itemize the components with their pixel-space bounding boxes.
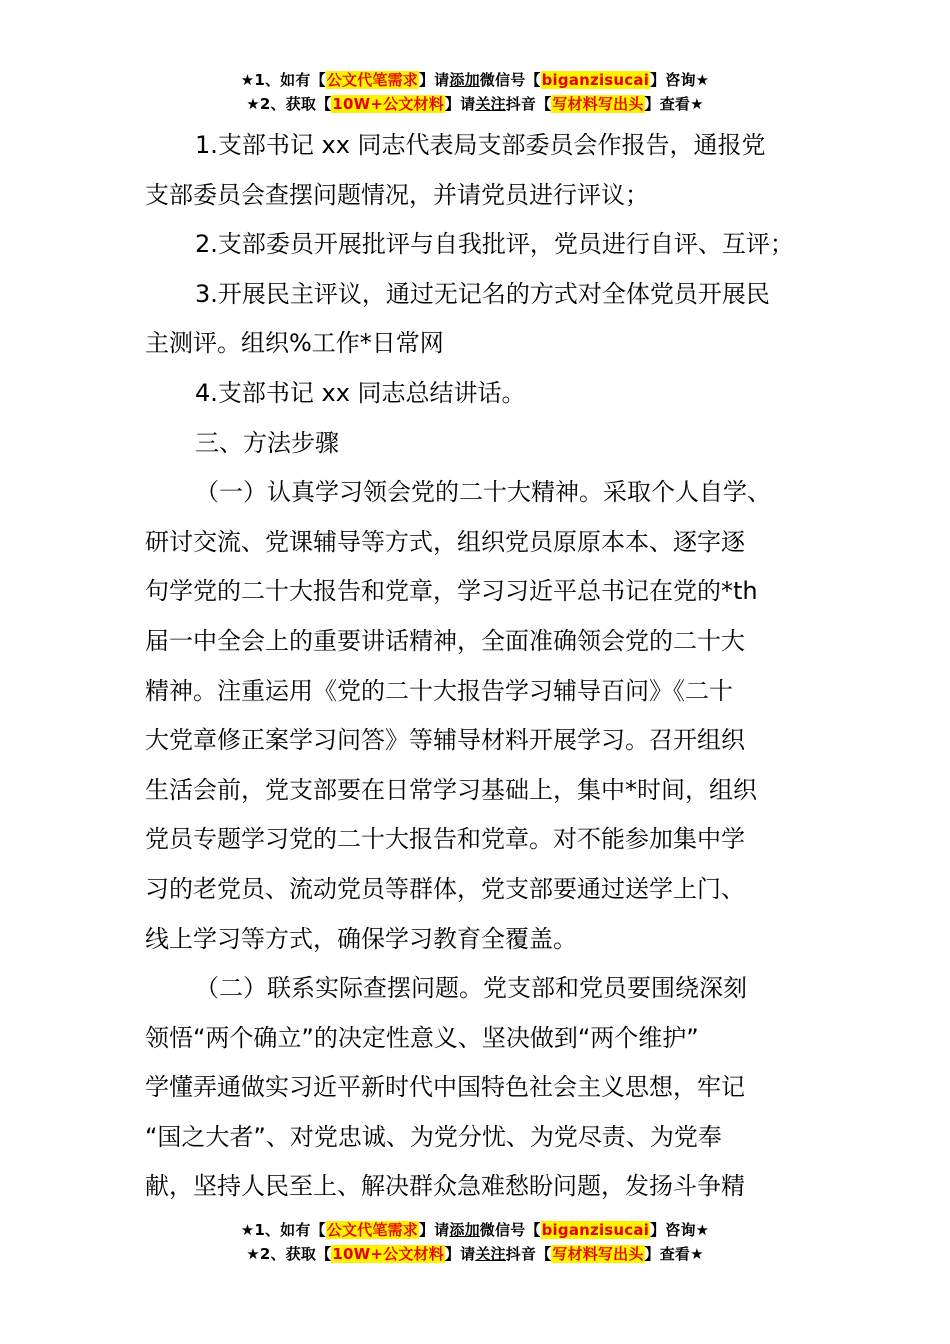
promo-text: ★2、获取【 <box>246 95 332 113</box>
promo-text: 抖音【 <box>505 95 552 113</box>
footer-promo-banner <box>0 1218 950 1266</box>
promo-underlined-text: 添加 <box>449 71 480 89</box>
body-line: 线上学习等方式，确保学习教育全覆盖。 <box>145 924 577 953</box>
body-line: 句学党的二十大报告和党章，学习习近平总书记在党的*th <box>145 577 758 606</box>
body-line: 习的老党员、流动党员等群体，党支部要通过送学上门、 <box>145 874 745 903</box>
promo-underlined-text: 添加 <box>449 1221 480 1239</box>
body-line: 届一中全会上的重要讲话精神，全面准确领会党的二十大 <box>145 626 745 655</box>
body-line: 2.支部委员开展批评与自我批评，党员进行自评、互评； <box>195 230 794 259</box>
promo-highlight-materials: 10W+公文材料 <box>332 1245 444 1263</box>
body-line: 4.支部书记 xx 同志总结讲话。 <box>195 378 526 407</box>
promo-highlight-douyin-id: 写材料写出头 <box>552 1245 644 1263</box>
body-line: 主测评。组织%工作*日常网 <box>145 329 444 358</box>
promo-text: 微信号【 <box>479 1221 541 1239</box>
promo-line-2 <box>0 92 950 116</box>
body-line: （一）认真学习领会党的二十大精神。采取个人自学、 <box>195 478 771 507</box>
body-line: 大党章修正案学习问答》等辅导材料开展学习。召开组织 <box>145 726 745 755</box>
body-line: “国之大者”、对党忠诚、为党分忧、为党尽责、为党奉 <box>145 1122 722 1151</box>
promo-underlined-text: 关注 <box>475 95 506 113</box>
promo-text: 】请 <box>444 1245 476 1263</box>
promo-text: 】咨询★ <box>650 1221 710 1239</box>
promo-text: 】请 <box>418 1221 450 1239</box>
promo-text: 】请 <box>418 71 450 89</box>
promo-line-1 <box>0 68 950 92</box>
promo-underlined-text: 关注 <box>475 1245 506 1263</box>
body-line: 1.支部书记 xx 同志代表局支部委员会作报告，通报党 <box>195 131 766 159</box>
promo-highlight-service: 公文代笔需求 <box>326 1221 418 1239</box>
promo-text: ★2、获取【 <box>246 1245 332 1263</box>
promo-text: 抖音【 <box>505 1245 552 1263</box>
body-line: 3.开展民主评议，通过无记名的方式对全体党员开展民 <box>195 279 770 308</box>
promo-highlight-wechat-id: biganzisucai <box>541 71 650 89</box>
promo-text: 】请 <box>444 95 476 113</box>
body-line: （二）联系实际查摆问题。党支部和党员要围绕深刻 <box>195 974 747 1003</box>
body-line: 精神。注重运用《党的二十大报告学习辅导百问》《二十 <box>145 676 733 705</box>
promo-highlight-service: 公文代笔需求 <box>326 71 418 89</box>
body-line: 党员专题学习党的二十大报告和党章。对不能参加集中学 <box>145 825 745 854</box>
promo-highlight-douyin-id: 写材料写出头 <box>552 95 644 113</box>
promo-text: 】咨询★ <box>650 71 710 89</box>
promo-line-1 <box>0 1218 950 1242</box>
header-promo-banner <box>0 68 950 116</box>
body-line: 献，坚持人民至上、解决群众急难愁盼问题，发扬斗争精 <box>145 1172 745 1201</box>
promo-line-2 <box>0 1242 950 1266</box>
body-line: 领悟“两个确立”的决定性意义、坚决做到“两个维护” <box>145 1023 699 1052</box>
promo-text: 微信号【 <box>479 71 541 89</box>
promo-highlight-materials: 10W+公文材料 <box>332 95 444 113</box>
body-line: 生活会前，党支部要在日常学习基础上，集中*时间，组织 <box>145 775 757 804</box>
body-line: 学懂弄通做实习近平新时代中国特色社会主义思想，牢记 <box>145 1073 745 1102</box>
body-line: 支部委员会查摆问题情况，并请党员进行评议； <box>145 180 649 209</box>
promo-highlight-wechat-id: biganzisucai <box>541 1221 650 1239</box>
promo-text: ★1、如有【 <box>240 71 326 89</box>
promo-text: 】查看★ <box>644 95 704 113</box>
document-body <box>145 121 825 1212</box>
section-heading: 三、方法步骤 <box>195 428 339 457</box>
promo-text: 】查看★ <box>644 1245 704 1263</box>
body-line: 研讨交流、党课辅导等方式，组织党员原原本本、逐字逐 <box>145 527 745 556</box>
promo-text: ★1、如有【 <box>240 1221 326 1239</box>
